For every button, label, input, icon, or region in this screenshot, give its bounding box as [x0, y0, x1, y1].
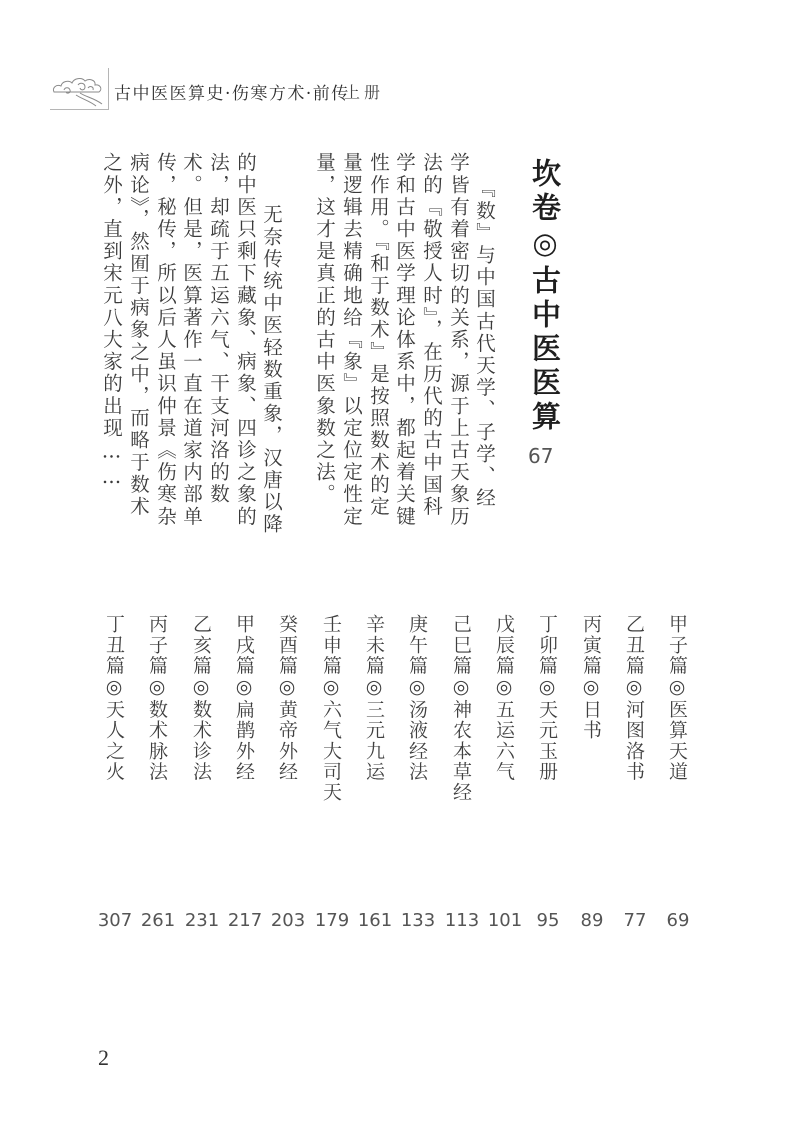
toc-entry-title[interactable]: 甲戌篇◎扁鹊外经: [233, 614, 255, 782]
paragraph-column: 之外，直到宋元八大家的出现……: [100, 152, 123, 491]
toc-entry-page: 203: [270, 910, 306, 931]
toc-entry-title[interactable]: 乙亥篇◎数术诊法: [190, 614, 212, 782]
toc-entry-page: 89: [580, 910, 604, 931]
paragraph-column: 性作用。『和于数术』是按照数术的定: [367, 152, 390, 518]
paragraph-column: 病论》，然囿于病象之中，而略于数术: [127, 152, 150, 518]
toc-entry-title[interactable]: 癸酉篇◎黄帝外经: [276, 614, 298, 782]
toc-entry-title[interactable]: 辛未篇◎三元九运: [363, 614, 385, 782]
toc-entry-page: 261: [140, 910, 176, 931]
toc-entry-page: 133: [400, 910, 436, 931]
toc-entry-title[interactable]: 庚午篇◎汤液经法: [406, 614, 428, 782]
book-title: 古中医医算史·伤寒方术·前传: [114, 84, 350, 104]
paragraph-column: 传，秘传，所以后人虽识仲景《伤寒杂: [154, 152, 177, 528]
paragraph-column: 学和古中医学理论体系中，都起着关键: [393, 152, 416, 528]
paragraph-column: 法，却疏于五运六气、干支河洛的数: [207, 152, 230, 506]
toc-entry-title[interactable]: 甲子篇◎医算天道: [666, 614, 688, 782]
paragraph-column: 无奈传统中医轻数重象，汉唐以降: [260, 204, 283, 536]
toc-entry-page: 217: [227, 910, 263, 931]
toc-entry-page: 77: [623, 910, 647, 931]
section-title: 坎卷◎古中医医算: [528, 158, 562, 435]
toc-entry-title[interactable]: 丁卯篇◎天元玉册: [536, 614, 558, 782]
toc-entry-page: 231: [184, 910, 220, 931]
toc-entry-title[interactable]: 戊辰篇◎五运六气: [493, 614, 515, 782]
paragraph-column: 学皆有着密切的关系，源于上古天象历: [447, 152, 470, 528]
paragraph-column: 的中医只剩下藏象、病象、四诊之象的: [234, 152, 257, 528]
toc-entry-page: 161: [357, 910, 393, 931]
paragraph-column: 量逻辑去精确地给『象』以定位定性定: [340, 152, 363, 528]
header-underline: [50, 109, 108, 110]
paragraph-column: 法的『敬授人时』，在历代的古中国科: [420, 152, 443, 518]
page-folio: 2: [98, 1045, 109, 1070]
toc-entry-page: 101: [487, 910, 523, 931]
toc-entry-page: 179: [314, 910, 350, 931]
section-page-number: 67: [528, 444, 554, 468]
paragraph-column: 量，这才是真正的古中医象数之法。: [313, 152, 336, 506]
auspicious-cloud-icon: [50, 66, 108, 108]
toc-entry-title[interactable]: 丙寅篇◎日书: [580, 614, 602, 741]
header-divider: [108, 68, 109, 110]
paragraph-column: 『数』与中国古代天学、子学、经: [473, 178, 496, 510]
toc-entry-title[interactable]: 丁丑篇◎天人之火: [103, 614, 125, 782]
toc-entry-page: 113: [444, 910, 480, 931]
toc-entry-title[interactable]: 乙丑篇◎河图洛书: [623, 614, 645, 782]
toc-entry-page: 95: [536, 910, 560, 931]
volume-label: 上册: [344, 83, 385, 102]
toc-entry-title[interactable]: 丙子篇◎数术脉法: [146, 614, 168, 782]
paragraph-column: 术。但是，医算著作一直在道家内部单: [180, 152, 203, 528]
toc-entry-page: 69: [666, 910, 690, 931]
toc-entry-title[interactable]: 壬申篇◎六气大司天: [320, 614, 342, 803]
running-header: [50, 66, 410, 110]
toc-entry-page: 307: [97, 910, 133, 931]
toc-entry-title[interactable]: 己巳篇◎神农本草经: [450, 614, 472, 803]
